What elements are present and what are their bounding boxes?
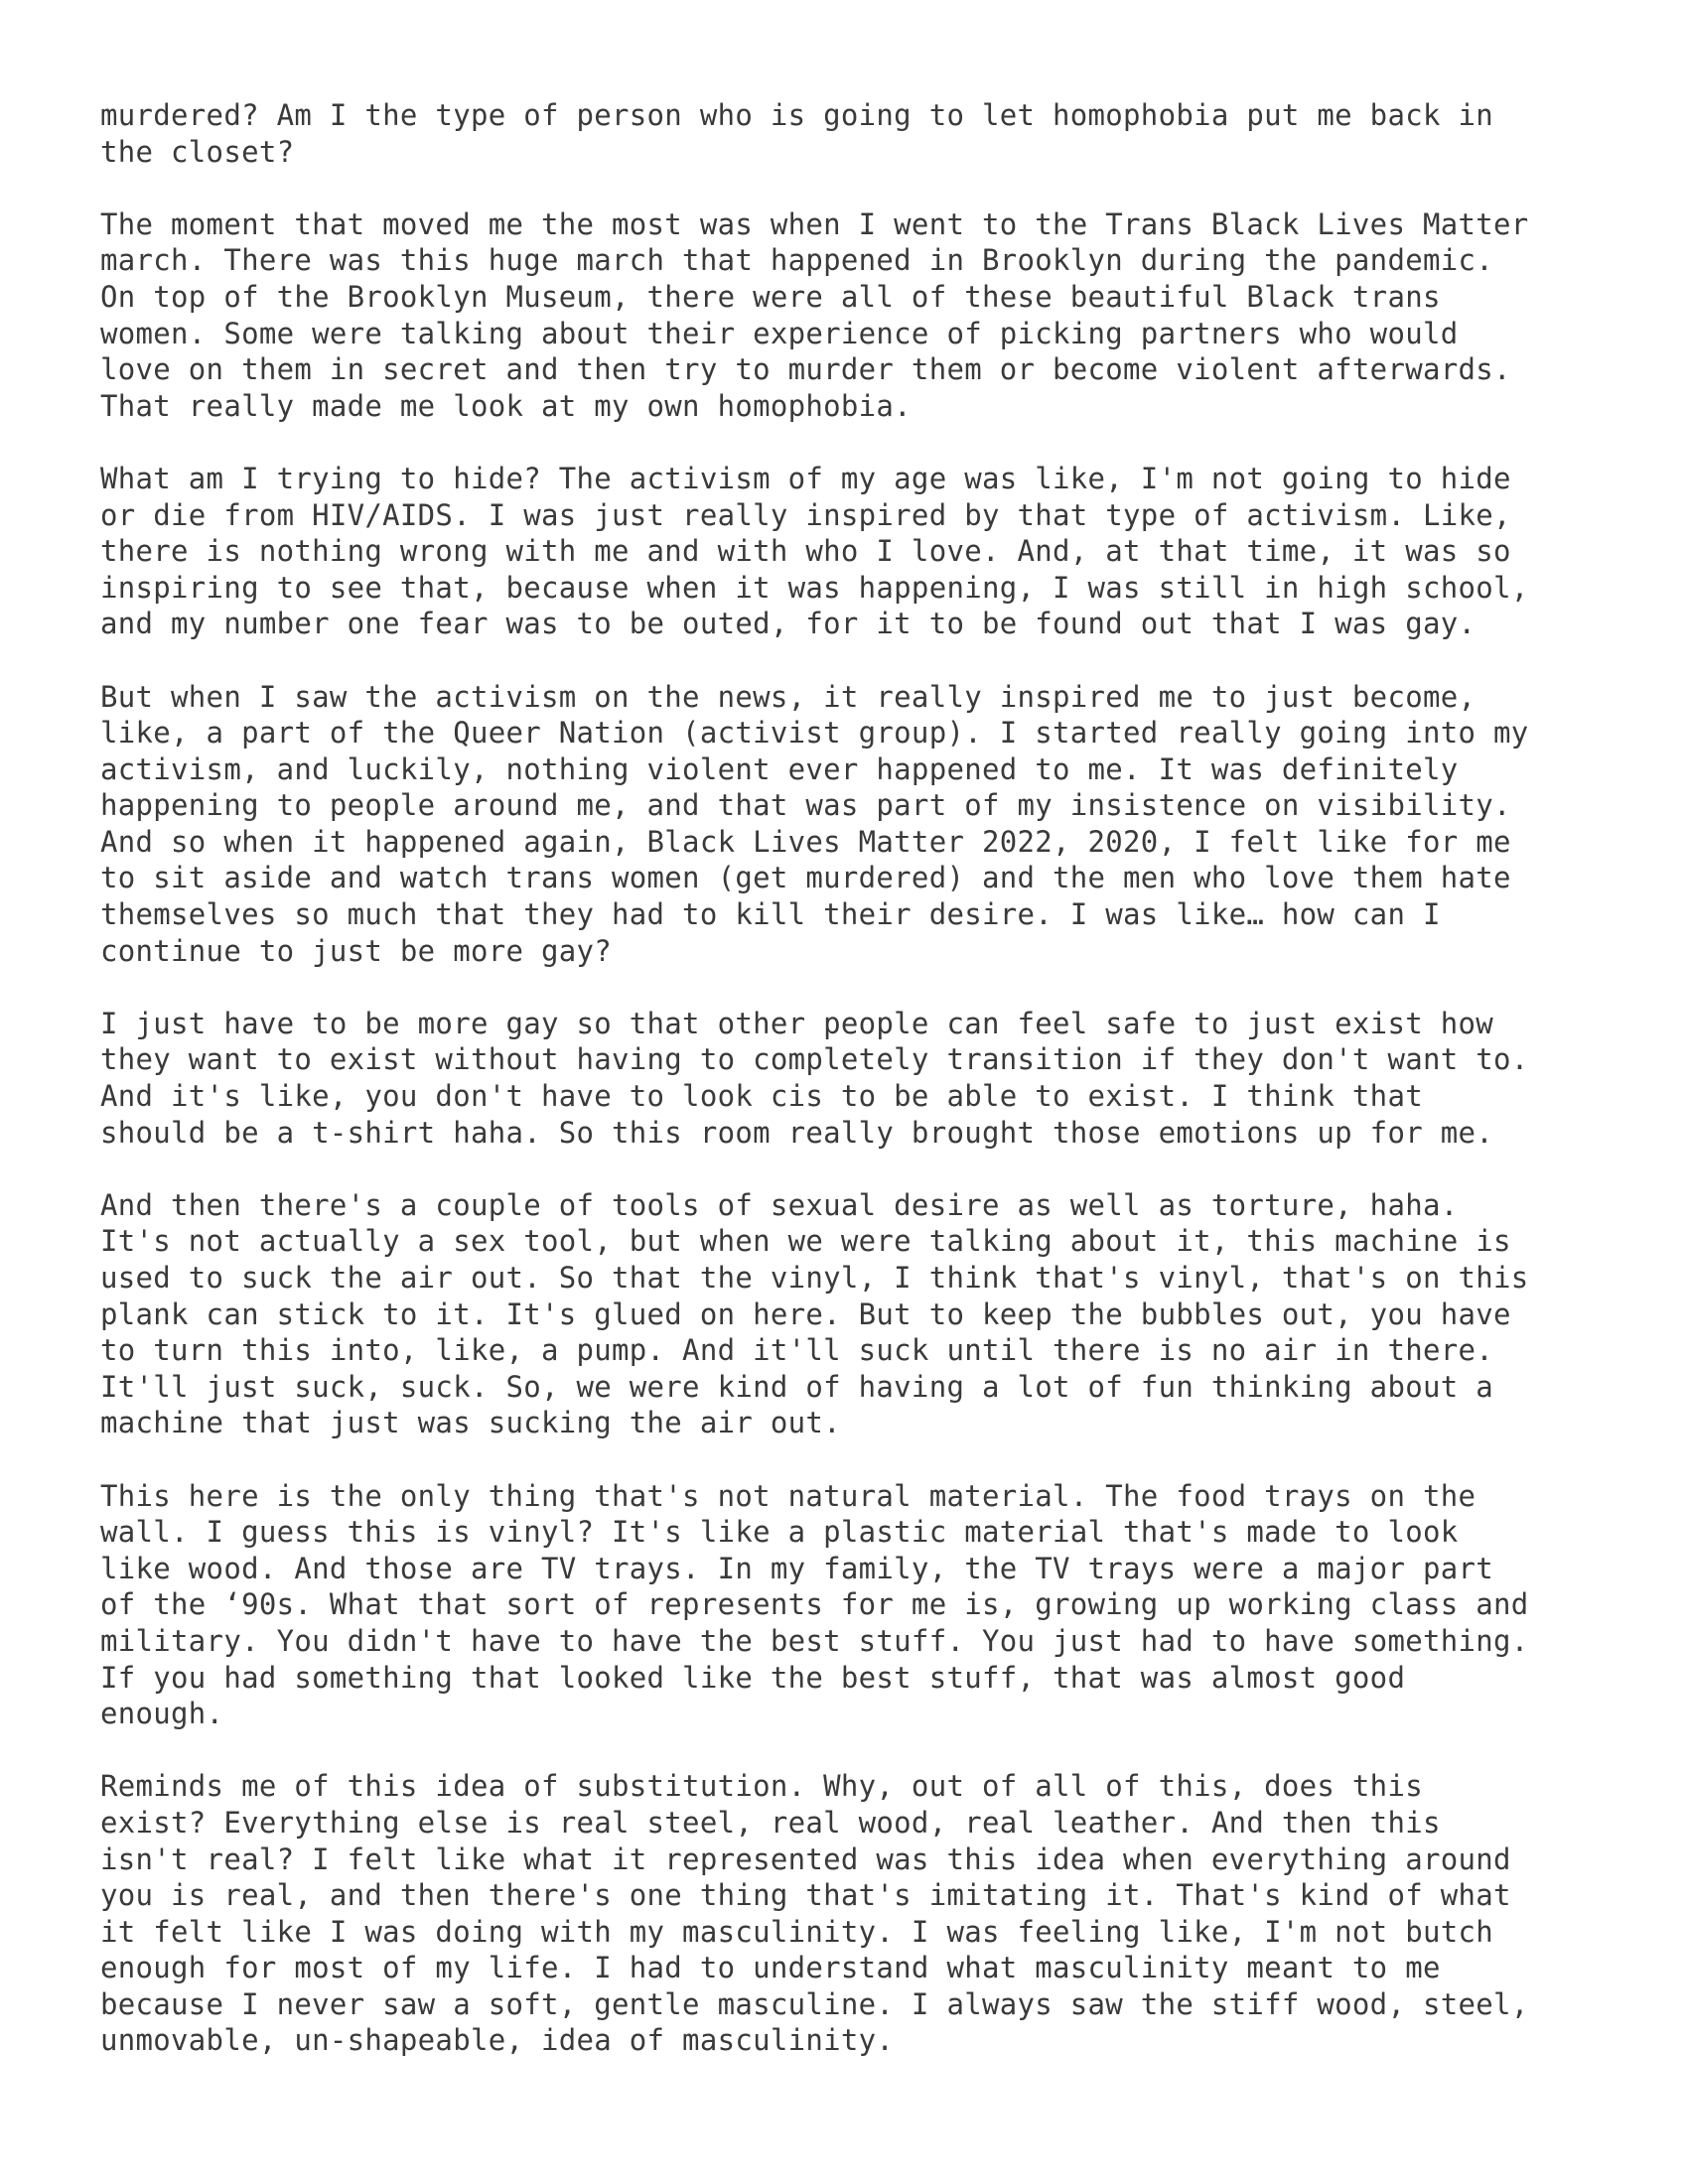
text-line: This here is the only thing that's not natural material. The food trays on the [100,1478,1477,1513]
text-line: used to suck the air out. So that the vinyl, I think that's vinyl, that's on this [100,1261,1529,1295]
text-line: military. You didn't have to have the best stuff. You just had to have something. [100,1623,1529,1658]
text-line: enough. [100,1697,224,1731]
text-line: On top of the Brooklyn Museum, there were all of these beautiful Black trans [100,279,1441,314]
text-line: And it's like, you don't have to look cis to be able to exist. I think that [100,1079,1423,1114]
text-line: activism, and luckily, nothing violent ever happened to me. It was definitely [100,751,1459,786]
text-line: it felt like I was doing with my masculinity. I was feeling like, I'm not butch [100,1914,1493,1949]
text-line: plank can stick to it. It's glued on here. But to keep the bubbles out, you have [100,1297,1511,1331]
paragraph-4 [100,679,1590,970]
text-line: like wood. And those are TV trays. In my family, the TV trays were a major part [100,1551,1493,1585]
text-line: you is real, and then there's one thing that's imitating it. That's kind of what [100,1878,1511,1913]
text-line: machine that just was sucking the air out. [100,1406,841,1440]
text-line: murdered? Am I the type of person who is going to let homophobia put me back in [100,98,1493,132]
paragraph-3 [100,461,1590,642]
text-line: like, a part of the Queer Nation (activist group). I started really going into my [100,716,1529,751]
paragraph-2 [100,206,1590,425]
text-line: Reminds me of this idea of substitution. Why, out of all of this, does this [100,1769,1423,1804]
text-line: they want to exist without having to completely transition if they don't want to. [100,1042,1529,1077]
text-line: continue to just be more gay? [100,933,613,968]
text-line: If you had something that looked like the best stuff, that was almost good [100,1660,1406,1695]
document-body [100,97,1590,2096]
text-line: women. Some were talking about their experience of picking partners who would [100,316,1459,350]
text-line: It's not actually a sex tool, but when we were talking about it, this machine is [100,1224,1511,1259]
text-line: isn't real? I felt like what it represented was this idea when everything around [100,1842,1511,1876]
text-line: themselves so much that they had to kill their desire. I was like… how can I [100,897,1441,932]
text-line: or die from HIV/AIDS. I was just really inspired by that type of activism. Like, [100,497,1511,532]
text-line: And so when it happened again, Black Lives Matter 2022, 2020, I felt like for me [100,824,1511,859]
text-line: wall. I guess this is vinyl? It's like a plastic material that's made to look [100,1515,1459,1550]
text-line: to turn this into, like, a pump. And it'll suck until there is no air in there. [100,1333,1493,1368]
paragraph-5 [100,1006,1590,1151]
paragraph-8 [100,1768,1590,2059]
text-line: That really made me look at my own homophobia. [100,388,912,423]
text-line: What am I trying to hide? The activism of my age was like, I'm not going to hide [100,461,1511,495]
text-line: there is nothing wrong with me and with who I love. And, at that time, it was so [100,534,1511,569]
text-line: I just have to be more gay so that other people can feel safe to just exist how [100,1006,1493,1040]
paragraph-1 [100,97,1590,170]
text-line: exist? Everything else is real steel, real wood, real leather. And then this [100,1805,1441,1840]
text-line: to sit aside and watch trans women (get murdered) and the men who love them hate [100,861,1511,895]
text-line: The moment that moved me the most was when I went to the Trans Black Lives Matter [100,206,1529,241]
text-line: love on them in secret and then try to murder them or become violent afterwards. [100,352,1511,387]
text-line: march. There was this huge march that happened in Brooklyn during the pandemic. [100,243,1493,278]
text-line: But when I saw the activism on the news, it really inspired me to just become, [100,679,1477,714]
text-line: the closet? [100,134,295,169]
text-line: unmovable, un-shapeable, idea of masculinity. [100,2023,895,2058]
text-line: and my number one fear was to be outed, for it to be found out that I was gay. [100,607,1477,641]
text-line: happening to people around me, and that was part of my insistence on visibility. [100,788,1511,823]
text-line: inspiring to see that, because when it was happening, I was still in high school, [100,570,1529,605]
text-line: And then there's a couple of tools of sexual desire as well as torture, haha. [100,1187,1459,1222]
text-line: It'll just suck, suck. So, we were kind of having a lot of fun thinking about a [100,1369,1493,1404]
text-line: because I never saw a soft, gentle masculine. I always saw the stiff wood, steel, [100,1986,1529,2021]
text-line: of the ‘90s. What that sort of represents for me is, growing up working class and [100,1587,1529,1622]
paragraph-7 [100,1478,1590,1732]
paragraph-6 [100,1187,1590,1441]
text-line: enough for most of my life. I had to understand what masculinity meant to me [100,1951,1441,1985]
text-line: should be a t-shirt haha. So this room really brought those emotions up for me. [100,1115,1493,1150]
